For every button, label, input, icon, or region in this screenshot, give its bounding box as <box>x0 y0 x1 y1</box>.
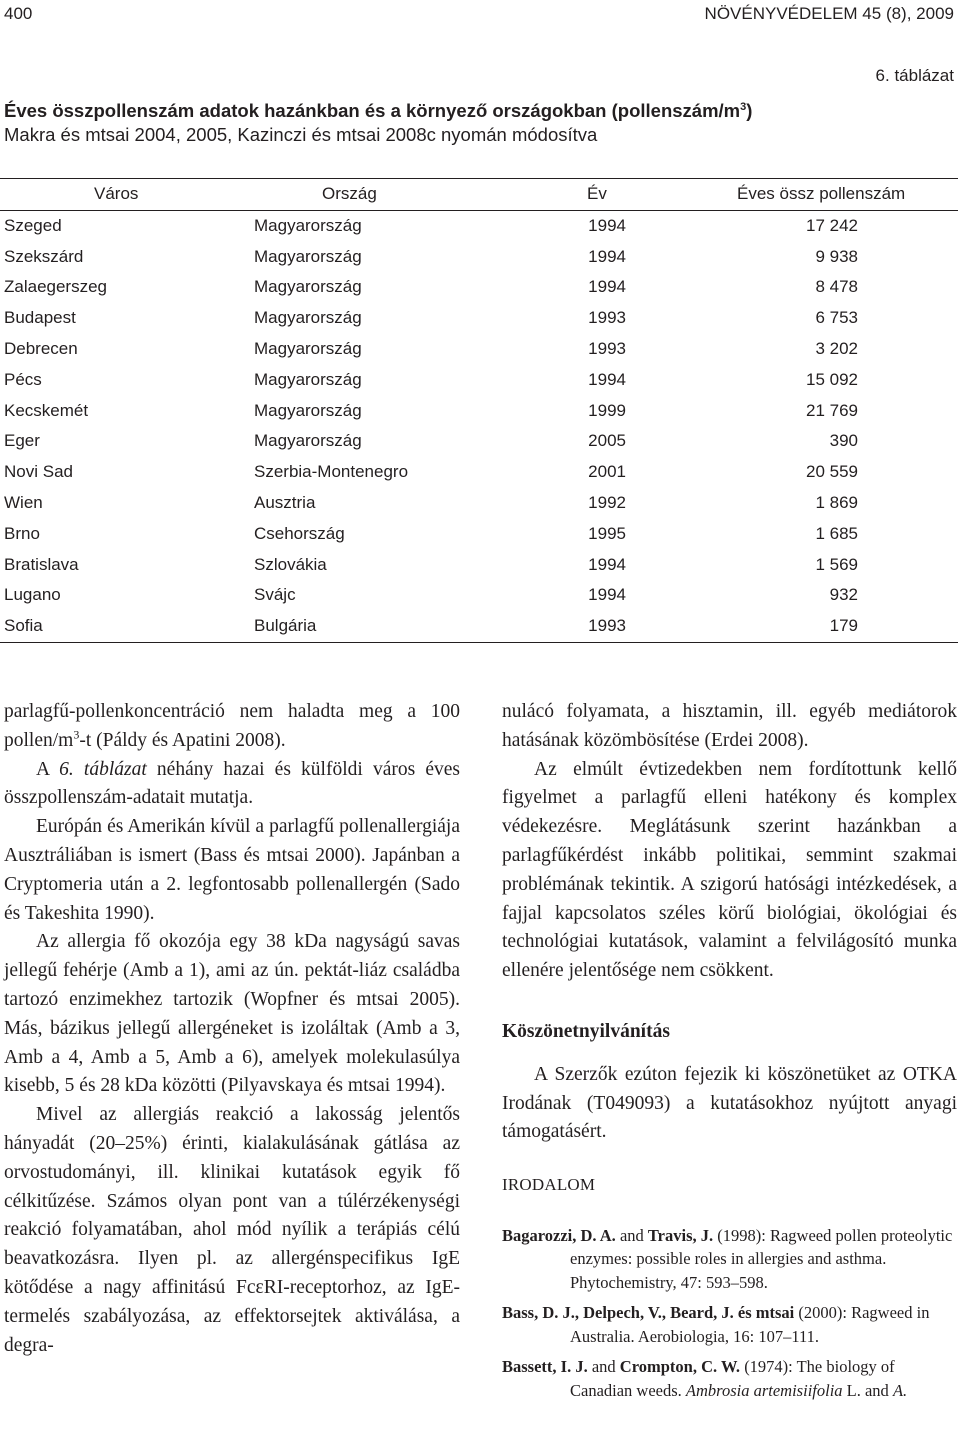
cell-total: 21 769 <box>806 400 858 420</box>
reference-item: Bass, D. J., Delpech, V., Beard, J. és mtsai (2000): Ragweed in Australia. Aerobiologia, 16: 107–111. <box>502 1303 930 1346</box>
cell-country: Magyarország <box>254 308 362 328</box>
cell-year: 1993 <box>588 616 626 636</box>
paragraph: A 6. táblázat néhány hazai és külföldi város éves összpollenszám-adatait mutatja. <box>4 758 460 809</box>
table-row <box>0 426 958 457</box>
pollen-table <box>0 178 958 643</box>
cell-city: Bratislava <box>4 554 79 574</box>
cell-total: 390 <box>829 431 858 451</box>
cell-city: Wien <box>4 492 43 512</box>
table-row <box>0 303 958 334</box>
table-subtitle: Makra és mtsai 2004, 2005, Kazinczi és mtsai 2008c nyomán módosítva <box>4 124 598 145</box>
cell-country: Magyarország <box>254 277 362 297</box>
cell-country: Magyarország <box>254 400 362 420</box>
references-heading: IRODALOM <box>502 1175 596 1195</box>
running-header <box>4 4 954 28</box>
cell-year: 1994 <box>588 277 626 297</box>
cell-city: Eger <box>4 431 40 451</box>
cell-city: Novi Sad <box>4 462 73 482</box>
column-header-total: Éves össz pollenszám <box>737 184 906 203</box>
cell-total: 6 753 <box>815 308 858 328</box>
cell-year: 1994 <box>588 369 626 389</box>
cell-total: 179 <box>829 616 858 636</box>
cell-country: Svájc <box>254 585 296 605</box>
table-body <box>0 211 958 642</box>
cell-country: Bulgária <box>254 616 317 636</box>
column-header-city: Város <box>94 184 139 203</box>
acknowledgement-text: A Szerzők ezúton fejezik ki köszönetüket az OTKA Irodának (T049093) a kutatásokhoz nyújtott anyagi támogatásért. <box>502 1063 957 1143</box>
table-row <box>0 519 958 550</box>
acknowledgement-heading: Köszönetnyilvánítás <box>502 1020 670 1042</box>
table-title: Éves összpollenszám adatok hazánkban és a környező országokban $(pollenszám/m^3)$ <box>4 100 753 121</box>
cell-total: 20 559 <box>806 462 858 482</box>
cell-total: 3 202 <box>815 338 858 358</box>
paragraph: Az allergia fő okozója egy 38 kDa nagyságú savas jellegű fehérje (Amb a 1), ami az ún. pektát-liáz családba tartozó enzimekhez tartozik (Wopfner és mtsai 2005). Más, bázikus jellegű allergéneket is izoláltak (Amb a 3, Amb a 4, Amb a 5, Amb a 6), amelyek molekulasúlya kisebb, 5 és 28 kDa közötti (Pilyavskaya és mtsai 1994). <box>4 931 460 1097</box>
table-header-row <box>0 179 958 210</box>
cell-city: Zalaegerszeg <box>4 277 108 297</box>
column-header-year: Év <box>587 184 607 203</box>
cell-country: Magyarország <box>254 369 362 389</box>
cell-year: 2005 <box>588 431 626 451</box>
reference-item: Bagarozzi, D. A. and Travis, J. (1998): Ragweed pollen proteolytic enzymes: possible roles in allergies and asthma. Phytochemistry, 47: 593–598. <box>502 1225 953 1292</box>
cell-total: 1 869 <box>815 492 858 512</box>
cell-city: Sofia <box>4 616 43 636</box>
paragraph: Az elmúlt évtizedekben nem fordítottunk kellő figyelmet a parlagfű elleni hatékony és komplex védekezésre. Meglátásunk szerint hazánkban a parlagfűkérdést inkább politikai, semmint szakmai problémának tekintik. A szigorú hatósági intézkedések, a fajjal kapcsolatos széles körű biológiai, ökológiai és technológiai kutatások, valamint a felvilágosító munka ellenére jelentősége nem csökkent. <box>502 758 957 982</box>
table-row <box>0 396 958 427</box>
paragraph: nulácó folyamata, a hisztamin, ill. egyéb mediátorok hatásának közömbösítése (Erdei 2008). <box>502 701 957 751</box>
table-label: 6. táblázat <box>875 66 954 85</box>
table-row <box>0 334 958 365</box>
paragraph: parlagfű-pollenkoncentráció nem haladta meg a 100 pollen/$m^3-t$ (Páldy és Apatini 2008). <box>4 701 460 751</box>
cell-country: Magyarország <box>254 215 362 235</box>
table-row <box>0 550 958 581</box>
cell-city: Pécs <box>4 369 42 389</box>
table-row <box>0 242 958 273</box>
reference-item: Bassett, I. J. and Crompton, C. W. (1974): The biology of Canadian weeds. Ambrosia artemisiifolia L. and A. <box>502 1357 908 1400</box>
cell-city: Szekszárd <box>4 246 84 266</box>
cell-city: Brno <box>4 523 40 543</box>
table-row <box>0 272 958 303</box>
table-row <box>0 365 958 396</box>
paragraph: Mivel az allergiás reakció a lakosság jelentős hányadát (20–25%) érinti, kialakulásának gátlása az orvostudományi, ill. klinikai kutatások egyik fő célkitűzése. Számos olyan pont van a túlérzékenységi reakció folyamatában, ahol mód nyílik a terápiás célú beavatkozásra. Ilyen pl. az allergénspecifikus IgE kötődése a nagy affinitású FcεRI-receptorhoz, az IgE-termelés szabályozása, az effektorsejtek aktiválása, a degra- <box>4 1104 460 1356</box>
cell-country: Csehország <box>254 523 345 543</box>
cell-city: Budapest <box>4 308 76 328</box>
table-row <box>0 488 958 519</box>
table-row <box>0 580 958 611</box>
cell-city: Kecskemét <box>4 400 89 420</box>
column-header-country: Ország <box>322 184 377 203</box>
journal-citation: NÖVÉNYVÉDELEM 45 (8), 2009 <box>704 4 954 23</box>
cell-year: 1994 <box>588 246 626 266</box>
cell-total: 8 478 <box>815 277 858 297</box>
cell-year: 1992 <box>588 492 626 512</box>
cell-total: 932 <box>829 585 858 605</box>
cell-year: 1993 <box>588 338 626 358</box>
cell-year: 1995 <box>588 523 626 543</box>
table-row <box>0 211 958 242</box>
cell-total: 15 092 <box>806 369 858 389</box>
cell-city: Debrecen <box>4 338 78 358</box>
table-row <box>0 457 958 488</box>
page-number: 400 <box>4 4 33 23</box>
cell-year: 1999 <box>588 400 626 420</box>
cell-total: 1 569 <box>815 554 858 574</box>
cell-country: Ausztria <box>254 492 316 512</box>
cell-year: 1994 <box>588 215 626 235</box>
cell-country: Szlovákia <box>254 554 327 574</box>
cell-year: 1994 <box>588 554 626 574</box>
cell-country: Szerbia-Montenegro <box>254 462 409 482</box>
body-column-right <box>502 698 957 1409</box>
cell-year: 1993 <box>588 308 626 328</box>
cell-year: 2001 <box>588 462 626 482</box>
table-row <box>0 611 958 642</box>
cell-city: Lugano <box>4 585 61 605</box>
cell-total: 1 685 <box>815 523 858 543</box>
table-reference: 6. táblázat <box>59 758 147 780</box>
table-bottom-rule <box>0 642 958 643</box>
body-column-left <box>4 698 460 1360</box>
cell-total: 17 242 <box>806 215 858 235</box>
cell-country: Magyarország <box>254 431 362 451</box>
cell-total: 9 938 <box>815 246 858 266</box>
cell-country: Magyarország <box>254 246 362 266</box>
paragraph: Európán és Amerikán kívül a parlagfű pollenallergiája Ausztráliában is ismert (Bass és mtsai 2000). Japánban a Cryptomeria után a 2. legfontosabb pollenallergén (Sado és Takeshita 1990). <box>4 816 460 924</box>
cell-country: Magyarország <box>254 338 362 358</box>
cell-city: Szeged <box>4 215 62 235</box>
reference-list <box>502 1224 957 1403</box>
cell-year: 1994 <box>588 585 626 605</box>
